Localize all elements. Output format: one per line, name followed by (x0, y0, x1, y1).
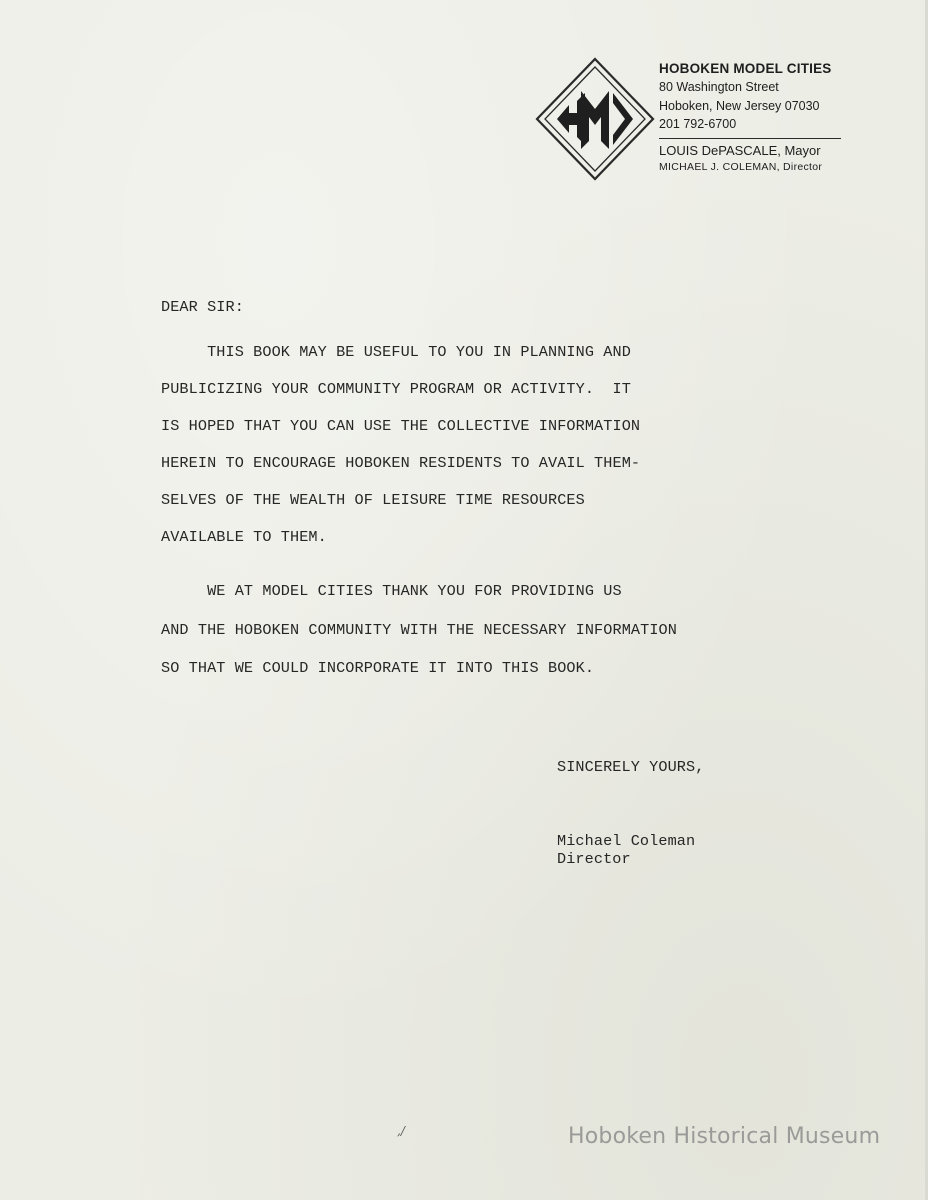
body-paragraph-1: THIS BOOK MAY BE USEFUL TO YOU IN PLANNING AND PUBLICIZING YOUR COMMUNITY PROGRAM OR ACTIVITY. IT IS HOPED THAT YOU CAN USE THE COLLECTIVE INFORMATION HEREIN TO ENCOURAGE HOBOKEN RESIDENTS TO AVAIL THEM- SELVES OF THE WEALTH OF LEISURE TIME RESOURCES AVAILABLE TO THEM. (161, 343, 641, 546)
museum-watermark: Hoboken Historical Museum (568, 1124, 881, 1149)
signature-name: Michael Coleman (557, 832, 696, 850)
letterhead (659, 59, 849, 175)
body-paragraph-2: WE AT MODEL CITIES THANK YOU FOR PROVIDING US AND THE HOBOKEN COMMUNITY WITH THE NECESSARY INFORMATION SO THAT WE COULD INCORPORATE IT INTO THIS BOOK. (161, 582, 677, 677)
address-city: Hoboken, New Jersey 07030 (659, 98, 820, 113)
director-name: MICHAEL J. COLEMAN, Director (659, 160, 823, 173)
signature-block (557, 832, 695, 868)
organization-name: HOBOKEN MODEL CITIES (659, 61, 832, 76)
mayor-name: LOUIS DePASCALE, Mayor (659, 142, 821, 158)
signature-title: Director (557, 850, 631, 868)
phone-number: 201 792-6700 (659, 117, 737, 131)
salutation: DEAR SIR: (161, 298, 244, 316)
hmc-diamond-logo-icon (535, 57, 655, 181)
closing: SINCERELY YOURS, (557, 758, 705, 776)
letterhead-divider (659, 138, 841, 139)
address-street: 80 Washington Street (659, 80, 779, 94)
paper-mark: ,/ (397, 1124, 405, 1138)
